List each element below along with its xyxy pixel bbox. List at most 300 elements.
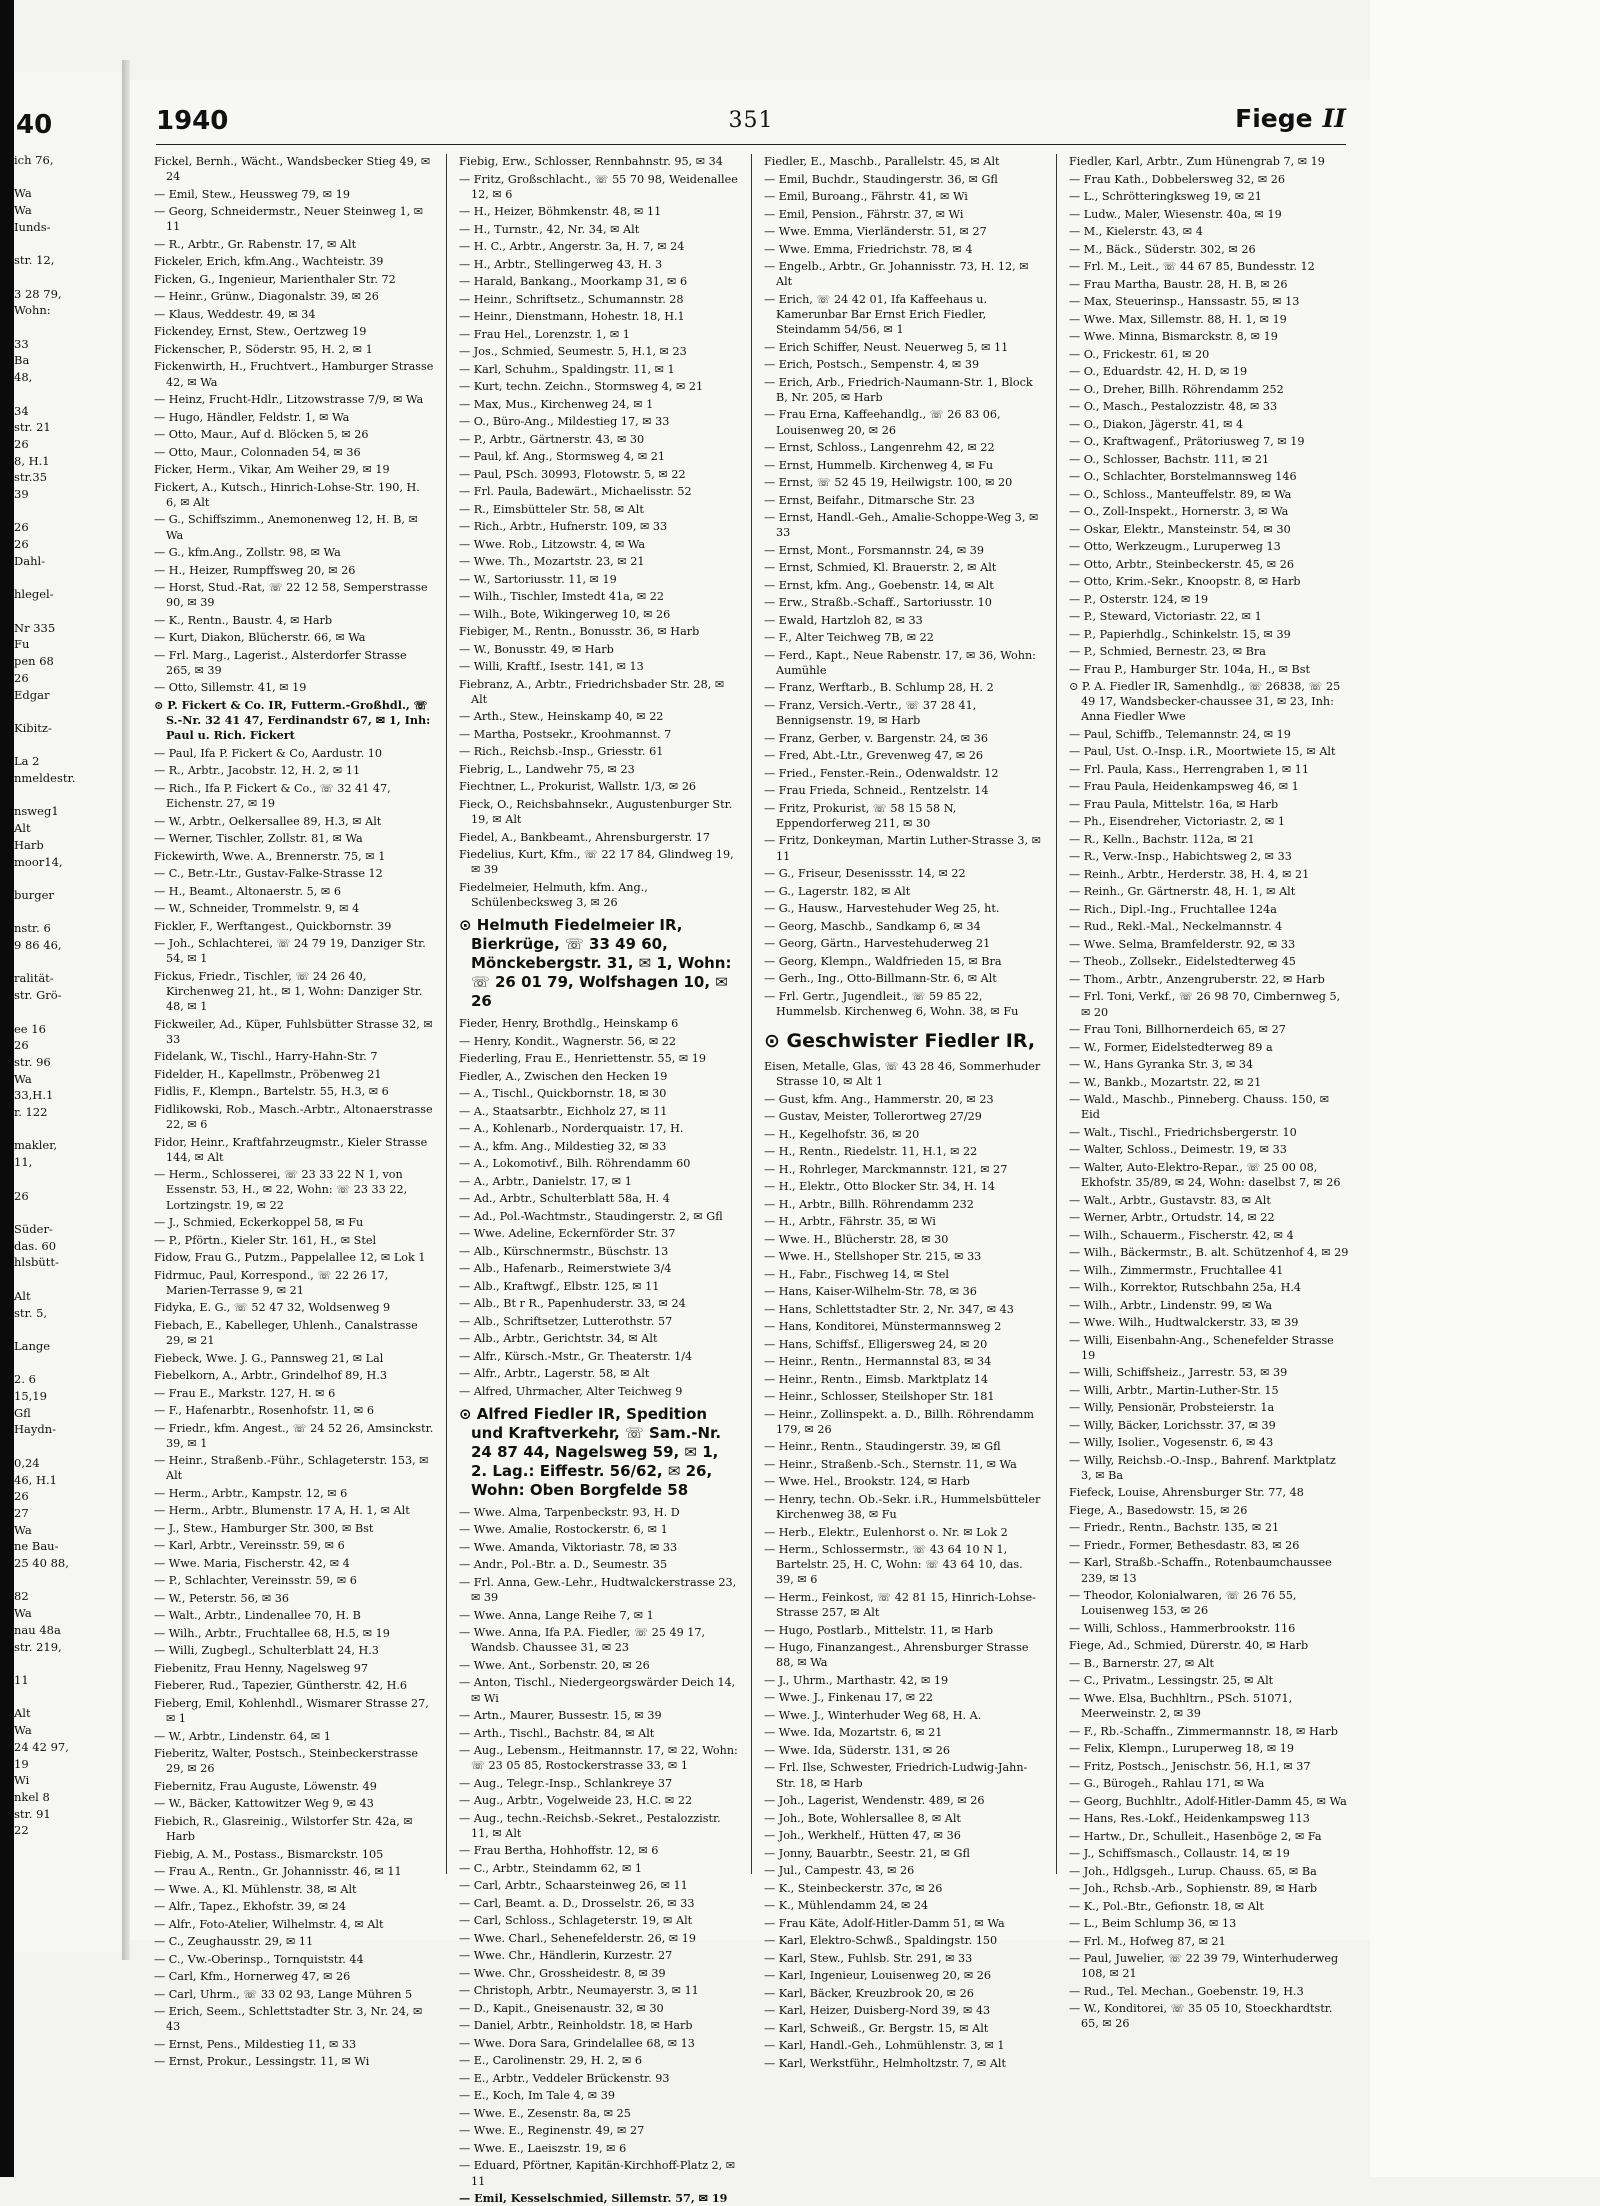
directory-entry: Fieberg, Emil, Kohlenhdl., Wismarer Strasse 27, ✉ 1 bbox=[154, 1696, 429, 1726]
directory-entry: — Joh., Hdlgsgeh., Lurup. Chauss. 65, ✉ Ba bbox=[1069, 1864, 1317, 1878]
directory-entry: — Wwe. H., Stellshoper Str. 215, ✉ 33 bbox=[764, 1250, 982, 1264]
fragment-line: 26 bbox=[14, 1038, 29, 1053]
directory-entry: — Wwe. Chr., Grossheidestr. 8, ✉ 39 bbox=[459, 1966, 666, 1980]
directory-entry: — Ludw., Maler, Wiesenstr. 40a, ✉ 19 bbox=[1069, 207, 1282, 221]
directory-entry: — Wwe. Anna, Lange Reihe 7, ✉ 1 bbox=[459, 1608, 654, 1622]
directory-entry: — H., Heizer, Böhmkenstr. 48, ✉ 11 bbox=[459, 205, 662, 219]
fragment-line: 26 bbox=[14, 1188, 29, 1203]
directory-entry: — Theob., Zollsekr., Eidelstedterweg 45 bbox=[1069, 955, 1296, 969]
directory-entry: — R., Verw.-Insp., Habichtsweg 2, ✉ 33 bbox=[1069, 850, 1292, 864]
fragment-line: Kibitz- bbox=[14, 720, 52, 735]
directory-entry: — Frau Käte, Adolf-Hitler-Damm 51, ✉ Wa bbox=[764, 1916, 1005, 1930]
directory-entry: — Paul, Schiffb., Telemannstr. 24, ✉ 19 bbox=[1069, 727, 1291, 741]
directory-entry: Fidelder, H., Kapellmstr., Pröbenweg 21 bbox=[154, 1067, 382, 1081]
directory-entry: — Daniel, Arbtr., Reinholdstr. 18, ✉ Harb bbox=[459, 2019, 693, 2033]
directory-entry: — Martha, Postsekr., Kroohmannst. 7 bbox=[459, 727, 672, 741]
directory-entry: — Willy, Isolier., Vogesenstr. 6, ✉ 43 bbox=[1069, 1436, 1274, 1450]
fragment-line: Lange bbox=[14, 1338, 51, 1353]
directory-entry: — Heinr., Rentn., Hermannstal 83, ✉ 34 bbox=[764, 1355, 992, 1369]
directory-entry: — Wwe. Dora Sara, Grindelallee 68, ✉ 13 bbox=[459, 2036, 695, 2050]
directory-entry: — Wilh., Tischler, Imstedt 41a, ✉ 22 bbox=[459, 590, 665, 604]
fragment-line: 2. 6 bbox=[14, 1372, 36, 1387]
directory-entry: — Wilh., Schauerm., Fischerstr. 42, ✉ 4 bbox=[1069, 1228, 1294, 1242]
directory-entry: — C., Betr.-Ltr., Gustav-Falke-Strasse 12 bbox=[154, 867, 383, 881]
directory-entry: — Fritz, Donkeyman, Martin Luther-Strasse 3, ✉ 11 bbox=[764, 834, 1041, 863]
fragment-line: Edgar bbox=[14, 687, 50, 702]
directory-entry: — Frau P., Hamburger Str. 104a, H., ✉ Bst bbox=[1069, 662, 1310, 676]
directory-entry: — Willy, Reichsb.-O.-Insp., Bahrenf. Marktplatz 3, ✉ Ba bbox=[1069, 1453, 1336, 1482]
directory-entry: — Fried., Fenster.-Rein., Odenwaldstr. 12 bbox=[764, 766, 999, 780]
fragment-line: Alt bbox=[14, 1706, 31, 1721]
fragment-line: 26 bbox=[14, 670, 29, 685]
directory-entry: — Paul, Juwelier, ☏ 22 39 79, Winterhuderweg 108, ✉ 21 bbox=[1069, 1952, 1339, 1981]
fragment-line bbox=[14, 703, 122, 720]
fragment-line bbox=[14, 1121, 122, 1138]
directory-entry: — Reinh., Gr. Gärtnerstr. 48, H. 1, ✉ Alt bbox=[1069, 885, 1296, 899]
directory-entry: — Walt., Tischl., Friedrichsbergerstr. 10 bbox=[1069, 1125, 1297, 1139]
directory-entry: — G., Schiffszimm., Anemonenweg 12, H. B, ✉ Wa bbox=[154, 513, 418, 542]
directory-entry: — W., Schneider, Trommelstr. 9, ✉ 4 bbox=[154, 902, 360, 916]
fragment-line: ralität- bbox=[14, 971, 54, 986]
fragment-line: nau 48a bbox=[14, 1622, 61, 1637]
directory-entry: — Jul., Campestr. 43, ✉ 26 bbox=[764, 1864, 915, 1878]
directory-entry: — Wwe. H., Blücherstr. 28, ✉ 30 bbox=[764, 1232, 949, 1246]
fragment-line: 9 86 46, bbox=[14, 938, 62, 953]
directory-entry: — Wwe. Amalie, Rostockerstr. 6, ✉ 1 bbox=[459, 1523, 668, 1537]
directory-entry: — Carl, Kfm., Hornerweg 47, ✉ 26 bbox=[154, 1970, 351, 1984]
directory-entry: — Rich., Dipl.-Ing., Fruchtallee 124a bbox=[1069, 902, 1277, 916]
directory-entry: — R., Arbtr., Jacobstr. 12, H. 2, ✉ 11 bbox=[154, 764, 361, 778]
directory-entry: — Frau Frieda, Schneid., Rentzelstr. 14 bbox=[764, 784, 989, 798]
directory-entry: — Werner, Arbtr., Ortudstr. 14, ✉ 22 bbox=[1069, 1211, 1275, 1225]
directory-entry: — Reinh., Arbtr., Herderstr. 38, H. 4, ✉ 21 bbox=[1069, 867, 1310, 881]
directory-entry: — Engelb., Arbtr., Gr. Johannisstr. 73, H. 12, ✉ Alt bbox=[764, 260, 1029, 289]
directory-entry: — Joh., Schlachterei, ☏ 24 79 19, Danziger Str. 54, ✉ 1 bbox=[154, 937, 426, 966]
column-divider bbox=[1056, 154, 1057, 1874]
directory-entry: — Rud., Rekl.-Mal., Neckelmannstr. 4 bbox=[1069, 920, 1283, 934]
directory-entry: — Georg, Buchhltr., Adolf-Hitler-Damm 45, ✉ Wa bbox=[1069, 1794, 1347, 1808]
directory-entry: — H., Rohrleger, Marckmannstr. 121, ✉ 27 bbox=[764, 1162, 1008, 1176]
fragment-line bbox=[14, 169, 122, 186]
directory-entry: — Christoph, Arbtr., Neumayerstr. 3, ✉ 11 bbox=[459, 1984, 699, 1998]
directory-entry: — Paul, Ifa P. Fickert & Co, Aardustr. 10 bbox=[154, 746, 382, 760]
fragment-line: str. 5, bbox=[14, 1305, 48, 1320]
fragment-line: Wa bbox=[14, 1522, 32, 1537]
directory-entry: — Theodor, Kolonialwaren, ☏ 26 76 55, Louisenweg 153, ✉ 26 bbox=[1069, 1589, 1297, 1618]
fragment-line: 8, H.1 bbox=[14, 453, 50, 468]
directory-entry: — P., Steward, Victoriastr. 22, ✉ 1 bbox=[1069, 610, 1262, 623]
directory-entry: — O., Dreher, Billh. Röhrendamm 252 bbox=[1069, 382, 1284, 396]
directory-entry: Fidor, Heinr., Kraftfahrzeugmstr., Kieler Strasse 144, ✉ Alt bbox=[154, 1135, 428, 1164]
directory-entry: — Emil, Buroang., Fährstr. 41, ✉ Wi bbox=[764, 190, 968, 203]
directory-entry: — Alb., Kürschnermstr., Büschstr. 13 bbox=[459, 1244, 669, 1258]
directory-entry: — Wilh., Bäckermstr., B. alt. Schützenhof 4, ✉ 29 bbox=[1069, 1246, 1349, 1260]
directory-entry: Ficker, Herm., Vikar, Am Weiher 29, ✉ 19 bbox=[154, 463, 390, 477]
directory-entry: — Aug., Arbtr., Vogelweide 23, H.C. ✉ 22 bbox=[459, 1794, 693, 1808]
directory-entry: — O., Frickestr. 61, ✉ 20 bbox=[1069, 347, 1210, 361]
directory-entry: — Wwe. Elsa, Buchhltrn., PSch. 51071, Meerweinstr. 2, ✉ 39 bbox=[1069, 1691, 1293, 1721]
directory-entry: — Wwe. Ida, Mozartstr. 6, ✉ 21 bbox=[764, 1726, 943, 1740]
directory-entry: — Alb., Bt r R., Papenhuderstr. 33, ✉ 24 bbox=[459, 1297, 686, 1311]
directory-entry: — Wwe. Adeline, Eckernförder Str. 37 bbox=[459, 1227, 676, 1241]
directory-entry: Eisen, Metalle, Glas, ☏ 43 28 46, Sommerhuder Strasse 10, ✉ Alt 1 bbox=[764, 1059, 1041, 1089]
fragment-line bbox=[14, 1438, 122, 1455]
directory-entry: — Artn., Maurer, Bussestr. 15, ✉ 39 bbox=[459, 1709, 662, 1723]
directory-entry: — Walt., Arbtr., Lindenallee 70, H. B bbox=[154, 1609, 361, 1623]
fragment-line: Alt bbox=[14, 1288, 31, 1303]
directory-entry: — Ernst, Prokur., Lessingstr. 11, ✉ Wi bbox=[154, 2055, 370, 2069]
directory-entry: — Heinz, Frucht-Hdlr., Litzowstrasse 7/9, ✉ Wa bbox=[154, 393, 424, 407]
directory-entry: — Carl, Schloss., Schlageterstr. 19, ✉ Alt bbox=[459, 1914, 693, 1928]
directory-entry: — O., Schlachter, Borstelmannsweg 146 bbox=[1069, 470, 1297, 483]
directory-entry: — Aug., Telegr.-Insp., Schlankreye 37 bbox=[459, 1776, 673, 1790]
fragment-line bbox=[14, 386, 122, 403]
directory-entry: — Hans, Konditorei, Münstermannsweg 2 bbox=[764, 1320, 1002, 1334]
directory-entry: Fickeler, Erich, kfm.Ang., Wachteistr. 39 bbox=[154, 255, 384, 269]
directory-entry: Fidlis, F., Klempn., Bartelstr. 55, H.3, ✉ 6 bbox=[154, 1085, 389, 1099]
directory-entry: Fiebenitz, Frau Henny, Nagelsweg 97 bbox=[154, 1661, 369, 1675]
directory-entry: Fieberer, Rud., Tapezier, Güntherstr. 42, H.6 bbox=[154, 1679, 408, 1693]
fragment-line: ee 16 bbox=[14, 1021, 46, 1036]
directory-entry: — L., Schrötteringksweg 19, ✉ 21 bbox=[1069, 190, 1262, 203]
directory-entry: — Joh., Lagerist, Wendenstr. 489, ✉ 26 bbox=[764, 1794, 985, 1808]
fragment-line: pen 68 bbox=[14, 654, 54, 669]
directory-entry: — Ad., Pol.-Wachtmstr., Staudingerstr. 2, ✉ Gfl bbox=[459, 1209, 723, 1223]
directory-entry: — C., Arbtr., Steindamm 62, ✉ 1 bbox=[459, 1861, 643, 1875]
directory-entry: — Arth., Stew., Heinskamp 40, ✉ 22 bbox=[459, 710, 664, 724]
directory-entry: — G., Bürogeh., Rahlau 171, ✉ Wa bbox=[1069, 1777, 1265, 1791]
directory-entry: — Fritz, Prokurist, ☏ 58 15 58 N, Eppendorferweg 211, ✉ 30 bbox=[764, 801, 957, 830]
fragment-line bbox=[14, 1204, 122, 1221]
directory-entry: — O., Masch., Pestalozzistr. 48, ✉ 33 bbox=[1069, 400, 1278, 413]
directory-entry: — Heinr., Rentn., Staudingerstr. 39, ✉ Gfl bbox=[764, 1440, 1001, 1454]
directory-entry: — W., Former, Eidelstedterweg 89 a bbox=[1069, 1040, 1273, 1054]
fragment-line: 22 bbox=[14, 1823, 29, 1838]
directory-entry: — Otto, Arbtr., Steinbeckerstr. 45, ✉ 26 bbox=[1069, 557, 1294, 571]
directory-entry: — D., Kapit., Gneisenaustr. 32, ✉ 30 bbox=[459, 2001, 664, 2015]
directory-entry: — Carl, Beamt. a. D., Drosselstr. 26, ✉ 33 bbox=[459, 1896, 695, 1910]
directory-entry: — M., Bäck., Süderstr. 302, ✉ 26 bbox=[1069, 242, 1256, 256]
directory-entry: — Max, Steuerinsp., Hanssastr. 55, ✉ 13 bbox=[1069, 295, 1300, 308]
page-number: 351 bbox=[728, 108, 774, 133]
directory-entry: — Karl, Stew., Fuhlsb. Str. 291, ✉ 33 bbox=[764, 1951, 973, 1965]
directory-entry: — A., Staatsarbtr., Eichholz 27, ✉ 11 bbox=[459, 1104, 668, 1118]
directory-entry: — Wwe. Ida, Süderstr. 131, ✉ 26 bbox=[764, 1743, 951, 1757]
fragment-line: hlsbütt- bbox=[14, 1255, 59, 1270]
directory-entry: — K., Steinbeckerstr. 37c, ✉ 26 bbox=[764, 1881, 943, 1895]
column-divider bbox=[751, 154, 752, 1874]
directory-entry: — Ernst, ☏ 52 45 19, Heilwigstr. 100, ✉ 20 bbox=[764, 476, 1013, 490]
directory-entry: — Karl, Elektro-Schwß., Spaldingstr. 150 bbox=[764, 1934, 998, 1948]
directory-entry: — Walter, Schloss., Deimestr. 19, ✉ 33 bbox=[1069, 1143, 1287, 1157]
directory-entry: — Carl, Uhrm., ☏ 33 02 93, Lange Mühren 5 bbox=[154, 1987, 413, 2001]
directory-entry: — Walt., Arbtr., Gustavstr. 83, ✉ Alt bbox=[1069, 1193, 1271, 1207]
directory-entry: — Henry, Kondit., Wagnerstr. 56, ✉ 22 bbox=[459, 1034, 677, 1048]
directory-entry: — Wwe. E., Zesenstr. 8a, ✉ 25 bbox=[459, 2106, 631, 2120]
directory-entry: — O., Eduardstr. 42, H. D, ✉ 19 bbox=[1069, 365, 1248, 378]
directory-entry: — Alfr., Tapez., Ekhofstr. 39, ✉ 24 bbox=[154, 1900, 346, 1914]
directory-entry: — Erich, Postsch., Sempenstr. 4, ✉ 39 bbox=[764, 358, 980, 372]
directory-entry: — Wwe. Max, Sillemstr. 88, H. 1, ✉ 19 bbox=[1069, 312, 1287, 326]
fragment-line bbox=[14, 319, 122, 336]
directory-entry: — Emil, Kesselschmied, Sillemstr. 57, ✉ 19 bbox=[459, 2191, 728, 2206]
directory-entry: Fiebich, R., Glasreinig., Wilstorfer Str. 42a, ✉ Harb bbox=[154, 1814, 413, 1844]
directory-entry: — Jos., Schmied, Seumestr. 5, H.1, ✉ 23 bbox=[459, 345, 687, 359]
directory-entry: Fiebach, E., Kabelleger, Uhlenh., Canalstrasse 29, ✉ 21 bbox=[154, 1318, 418, 1348]
directory-entry: — Wwe. Alma, Tarpenbeckstr. 93, H. D bbox=[459, 1505, 680, 1519]
directory-entry: Fiedler, A., Zwischen den Hecken 19 bbox=[459, 1069, 668, 1083]
directory-entry: — J., Schiffsmasch., Collaustr. 14, ✉ 19 bbox=[1069, 1847, 1290, 1861]
directory-entry: Fickewirth, Wwe. A., Brennerstr. 75, ✉ 1 bbox=[154, 849, 386, 863]
fragment-line: 46, H.1 bbox=[14, 1472, 57, 1487]
fragment-line: 0,24 bbox=[14, 1455, 40, 1470]
directory-entry: — Wwe. Emma, Friedrichstr. 78, ✉ 4 bbox=[764, 242, 973, 256]
directory-entry: Fidrmuc, Paul, Korrespond., ☏ 22 26 17, Marien-Terrasse 9, ✉ 21 bbox=[154, 1268, 389, 1297]
page-year: 1940 bbox=[156, 106, 229, 136]
directory-entry: — H., Turnstr., 42, Nr. 34, ✉ Alt bbox=[459, 222, 640, 236]
directory-entry: — Gust, kfm. Ang., Hammerstr. 20, ✉ 23 bbox=[764, 1092, 994, 1106]
directory-entry: — Otto, Werkzeugm., Luruperweg 13 bbox=[1069, 540, 1281, 553]
directory-entry: — Hans, Schiffsf., Elligersweg 24, ✉ 20 bbox=[764, 1337, 988, 1351]
directory-entry: — Karl, Schuhm., Spaldingstr. 11, ✉ 1 bbox=[459, 362, 675, 376]
advertisement-entry: ⊙ Helmuth Fiedelmeier IR, Bierkrüge, ☏ 33 49 60, Mönckebergstr. 31, ✉ 1, Wohn: ☏ 26 01 79, Wolfshagen 10, ✉ 26 bbox=[459, 916, 732, 1011]
directory-entry: — Herb., Elektr., Eulenhorst o. Nr. ✉ Lok 2 bbox=[764, 1525, 1008, 1539]
directory-entry: — Hans, Res.-Lokf., Heidenkampsweg 113 bbox=[1069, 1812, 1310, 1826]
directory-entry: — W., Sartoriusstr. 11, ✉ 19 bbox=[459, 572, 617, 586]
directory-column-4 bbox=[1069, 154, 1349, 2031]
directory-entry: — Walter, Auto-Elektro-Repar., ☏ 25 00 08, Ekhofstr. 35/89, ✉ 24, Wohn: daselbst 7, ✉ 26 bbox=[1069, 1160, 1341, 1190]
fragment-line: Wa bbox=[14, 1606, 32, 1621]
fragment-line: Wi bbox=[14, 1773, 30, 1788]
fragment-line: 33,H.1 bbox=[14, 1088, 54, 1103]
directory-entry: — Werner, Tischler, Zollstr. 81, ✉ Wa bbox=[154, 832, 363, 846]
fragment-line bbox=[14, 1004, 122, 1021]
directory-entry: — H., Beamt., Altonaerstr. 5, ✉ 6 bbox=[154, 884, 341, 898]
directory-entry: — F., Rb.-Schaffn., Zimmermannstr. 18, ✉ Harb bbox=[1069, 1724, 1338, 1738]
fragment-line: Haydn- bbox=[14, 1422, 57, 1437]
directory-entry: — H., Elektr., Otto Blocker Str. 34, H. 14 bbox=[764, 1180, 995, 1194]
directory-entry: — Ewald, Hartzloh 82, ✉ 33 bbox=[764, 613, 923, 627]
directory-entry: — Willi, Schloss., Hammerbrookstr. 116 bbox=[1069, 1621, 1296, 1635]
directory-entry: — Georg, Klempn., Waldfrieden 15, ✉ Bra bbox=[764, 954, 1002, 968]
directory-entry: — Frl. Anna, Gew.-Lehr., Hudtwalckerstrasse 23, ✉ 39 bbox=[459, 1575, 737, 1605]
directory-entry: — Alfr., Foto-Atelier, Wilhelmstr. 4, ✉ Alt bbox=[154, 1917, 384, 1931]
directory-entry: Ficken, G., Ingenieur, Marienthaler Str. 72 bbox=[154, 272, 396, 286]
fragment-line bbox=[14, 954, 122, 971]
fragment-line: 11 bbox=[14, 1672, 29, 1687]
directory-entry: — H., Rentn., Riedelstr. 11, H.1, ✉ 22 bbox=[764, 1145, 978, 1159]
directory-entry: — Karl, Bäcker, Kreuzbrook 20, ✉ 26 bbox=[764, 1986, 974, 2000]
directory-entry: — Ernst, Schmied, Kl. Brauerstr. 2, ✉ Alt bbox=[764, 561, 997, 575]
directory-entry: — Frau Martha, Baustr. 28, H. B, ✉ 26 bbox=[1069, 277, 1288, 291]
directory-entry: — Thom., Arbtr., Anzengruberstr. 22, ✉ Harb bbox=[1069, 972, 1325, 986]
directory-entry: — W., Peterstr. 56, ✉ 36 bbox=[154, 1591, 290, 1605]
fragment-line bbox=[14, 870, 122, 887]
fragment-line: Wa bbox=[14, 1071, 32, 1086]
directory-entry: — A., Tischl., Quickbornstr. 18, ✉ 30 bbox=[459, 1087, 667, 1101]
fragment-line: ich 76, bbox=[14, 153, 54, 167]
scan-background bbox=[1370, 0, 1600, 2177]
directory-entry: — Erw., Straßb.-Schaff., Sartoriusstr. 10 bbox=[764, 596, 992, 610]
directory-entry: — O., Zoll-Inspekt., Hornerstr. 3, ✉ Wa bbox=[1069, 505, 1289, 518]
directory-entry: — W., Arbtr., Oelkersallee 89, H.3, ✉ Alt bbox=[154, 814, 382, 828]
directory-entry: — Rud., Tel. Mechan., Goebenstr. 19, H.3 bbox=[1069, 1984, 1304, 1998]
fragment-line: burger bbox=[14, 887, 54, 902]
directory-entry: Fiebig, Erw., Schlosser, Rennbahnstr. 95, ✉ 34 bbox=[459, 155, 723, 168]
directory-entry: — Willi, Eisenbahn-Ang., Schenefelder Strasse 19 bbox=[1069, 1333, 1334, 1362]
fragment-line: 48, bbox=[14, 370, 33, 385]
fragment-line: Harb bbox=[14, 837, 44, 852]
directory-entry: — Alfr., Arbtr., Lagerstr. 58, ✉ Alt bbox=[459, 1367, 650, 1381]
directory-entry: — A., kfm. Ang., Mildestieg 32, ✉ 33 bbox=[459, 1139, 667, 1153]
directory-entry: — W., Bonusstr. 49, ✉ Harb bbox=[459, 642, 614, 656]
directory-entry: — Karl, Arbtr., Vereinsstr. 59, ✉ 6 bbox=[154, 1539, 345, 1553]
directory-entry: — Alb., Kraftwgf., Elbstr. 125, ✉ 11 bbox=[459, 1279, 660, 1293]
directory-entry: — O., Schloss., Manteuffelstr. 89, ✉ Wa bbox=[1069, 487, 1292, 501]
fragment-line: das. 60 bbox=[14, 1238, 57, 1253]
directory-entry: Fidelank, W., Tischl., Harry-Hahn-Str. 7 bbox=[154, 1050, 378, 1064]
directory-entry: — Franz, Versich.-Vertr., ☏ 37 28 41, Bennigsenstr. 19, ✉ Harb bbox=[764, 698, 977, 728]
directory-entry: — Frl. Gertr., Jugendleit., ☏ 59 85 22, Hummelsb. Kirchenweg 6, Wohn. 38, ✉ Fu bbox=[764, 989, 1019, 1018]
directory-entry: — Heinr., Dienstmann, Hohestr. 18, H.1 bbox=[459, 310, 685, 324]
directory-entry: — Wwe. J., Winterhuder Weg 68, H. A. bbox=[764, 1708, 982, 1722]
directory-entry: — Erich, Seem., Schlettstadter Str. 3, Nr. 24, ✉ 43 bbox=[154, 2005, 423, 2034]
directory-entry: — Ernst, Beifahr., Ditmarsche Str. 23 bbox=[764, 493, 975, 507]
directory-entry: — Ernst, Schloss., Langenrehm 42, ✉ 22 bbox=[764, 441, 995, 455]
directory-entry: — O., Schlosser, Bachstr. 111, ✉ 21 bbox=[1069, 452, 1270, 466]
directory-entry: — Otto, Maur., Auf d. Blöcken 5, ✉ 26 bbox=[154, 428, 369, 442]
column-divider bbox=[446, 154, 447, 1874]
directory-entry: — Heinr., Straßenb.-Sch., Sternstr. 11, ✉ Wa bbox=[764, 1457, 1017, 1471]
directory-entry: — Carl, Arbtr., Schaarsteinweg 26, ✉ 11 bbox=[459, 1879, 688, 1893]
directory-entry: — Frau E., Markstr. 127, H. ✉ 6 bbox=[154, 1386, 336, 1400]
directory-entry: — Jonny, Bauarbtr., Seestr. 21, ✉ Gfl bbox=[764, 1846, 970, 1860]
directory-column-1 bbox=[154, 154, 434, 2069]
directory-entry: ⊙ P. Fickert & Co. IR, Futterm.-Großhdl., ☏ S.-Nr. 32 41 47, Ferdinandstr 67, ✉ 1, Inh: Paul u. Rich. Fickert bbox=[154, 697, 431, 743]
directory-entry: — Wwe. Charl., Sehenefelderstr. 26, ✉ 19 bbox=[459, 1931, 696, 1945]
directory-entry: — Alb., Arbtr., Gerichtstr. 34, ✉ Alt bbox=[459, 1332, 658, 1346]
directory-entry: — Frau Kath., Dobbelersweg 32, ✉ 26 bbox=[1069, 172, 1286, 186]
directory-entry: — Wwe. E., Laeiszstr. 19, ✉ 6 bbox=[459, 2141, 627, 2155]
left-page-fragment bbox=[14, 72, 122, 1952]
directory-entry: — Ferd., Kapt., Neue Rabenstr. 17, ✉ 36, Wohn: Aumühle bbox=[764, 648, 1036, 677]
directory-entry: — Erich, Arb., Friedrich-Naumann-Str. 1, Block B, Nr. 205, ✉ Harb bbox=[764, 375, 1033, 404]
directory-entry: — Fritz, Großschlacht., ☏ 55 70 98, Weidenallee 12, ✉ 6 bbox=[459, 172, 738, 201]
directory-entry: — Frl. Ilse, Schwester, Friedrich-Ludwig-Jahn-Str. 18, ✉ Harb bbox=[764, 1761, 1028, 1790]
fragment-line: 26 bbox=[14, 520, 29, 535]
directory-entry: — E., Carolinenstr. 29, H. 2, ✉ 6 bbox=[459, 2054, 643, 2068]
directory-entry: Fidyka, E. G., ☏ 52 47 32, Woldsenweg 9 bbox=[154, 1301, 391, 1315]
fragment-line: makler, bbox=[14, 1138, 58, 1153]
fragment-line: 11, bbox=[14, 1155, 33, 1170]
directory-entry: — Frau Hel., Lorenzstr. 1, ✉ 1 bbox=[459, 327, 630, 341]
fragment-line: str. 96 bbox=[14, 1054, 51, 1069]
directory-entry: — Willi, Kraftf., Isestr. 141, ✉ 13 bbox=[459, 660, 644, 674]
directory-entry: Fieder, Henry, Brothdlg., Heinskamp 6 bbox=[459, 1017, 679, 1031]
fragment-line: str. 21 bbox=[14, 420, 51, 435]
directory-entry: Fiebrig, L., Landwehr 75, ✉ 23 bbox=[459, 762, 635, 776]
directory-entry: — Wwe. Hel., Brookstr. 124, ✉ Harb bbox=[764, 1475, 970, 1489]
directory-entry: — J., Uhrm., Marthastr. 42, ✉ 19 bbox=[764, 1673, 949, 1687]
directory-column-2 bbox=[459, 154, 739, 2206]
directory-entry: ⊙ P. A. Fiedler IR, Samenhdlg., ☏ 26838, ☏ 25 49 17, Wandsbecker-chaussee 31, ✉ 23, Inh: Anna Fiedler Wwe bbox=[1069, 680, 1341, 724]
directory-entry: — Frl. Paula, Badewärt., Michaelisstr. 52 bbox=[459, 485, 692, 499]
directory-entry: — Wwe. Rob., Litzowstr. 4, ✉ Wa bbox=[459, 537, 646, 551]
directory-entry: — Franz, Gerber, v. Bargenstr. 24, ✉ 36 bbox=[764, 731, 988, 745]
directory-entry: — Joh., Werkhelf., Hütten 47, ✉ 36 bbox=[764, 1829, 961, 1843]
directory-entry: — Hugo, Postlarb., Mittelstr. 11, ✉ Harb bbox=[764, 1623, 994, 1637]
directory-entry: Fickus, Friedr., Tischler, ☏ 24 26 40, Kirchenweg 21, ht., ✉ 1, Wohn: Danziger Str. 48, ✉ 1 bbox=[154, 969, 423, 1014]
directory-entry: — P., Pförtn., Kieler Str. 161, H., ✉ Stel bbox=[154, 1233, 377, 1247]
directory-entry: — Willi, Arbtr., Martin-Luther-Str. 15 bbox=[1069, 1383, 1279, 1397]
directory-entry: — Wwe. Ant., Sorbenstr. 20, ✉ 26 bbox=[459, 1658, 650, 1672]
directory-entry: — Anton, Tischl., Niedergeorgswärder Deich 14, ✉ Wi bbox=[459, 1676, 736, 1705]
fragment-line: Dahl- bbox=[14, 553, 46, 568]
directory-entry: — Friedr., Rentn., Bachstr. 135, ✉ 21 bbox=[1069, 1521, 1280, 1535]
directory-entry: — Henry, techn. Ob.-Sekr. i.R., Hummelsbütteler Kirchenweg 38, ✉ Fu bbox=[764, 1492, 1041, 1522]
running-head-name: Fiege bbox=[1235, 104, 1313, 133]
directory-entry: — Frl. M., Hofweg 87, ✉ 21 bbox=[1069, 1934, 1226, 1948]
directory-entry: — Karl, Straßb.-Schaffn., Rotenbaumchaussee 239, ✉ 13 bbox=[1069, 1556, 1332, 1585]
directory-entry: — R., Arbtr., Gr. Rabenstr. 17, ✉ Alt bbox=[154, 237, 357, 251]
directory-entry: — G., Hausw., Harvestehuder Weg 25, ht. bbox=[764, 902, 1000, 916]
directory-entry: Fiefeck, Louise, Ahrensburger Str. 77, 48 bbox=[1069, 1486, 1304, 1500]
directory-entry: — Hans, Schlettstadter Str. 2, Nr. 347, ✉ 43 bbox=[764, 1302, 1014, 1316]
directory-entry: — Willi, Zugbegl., Schulterblatt 24, H.3 bbox=[154, 1644, 379, 1658]
fragment-line bbox=[14, 1572, 122, 1589]
directory-entry: — Frau Erna, Kaffeehandlg., ☏ 26 83 06, Louisenweg 20, ✉ 26 bbox=[764, 408, 1001, 437]
directory-entry: — P., Schlachter, Vereinsstr. 59, ✉ 6 bbox=[154, 1574, 357, 1588]
directory-entry: — P., Papierhdlg., Schinkelstr. 15, ✉ 39 bbox=[1069, 627, 1291, 641]
fragment-line: 15,19 bbox=[14, 1389, 47, 1404]
advertisement-entry: ⊙ Alfred Fiedler IR, Spedition und Kraftverkehr, ☏ Sam.-Nr. 24 87 44, Nagelsweg 59, ✉ 1, 2. Lag.: Eiffestr. 56/62, ✉ 26, Wohn: Oben Borgfelde 58 bbox=[459, 1404, 722, 1499]
directory-entry: — Arth., Tischl., Bachstr. 84, ✉ Alt bbox=[459, 1726, 655, 1740]
directory-entry: — Wwe. A., Kl. Mühlenstr. 38, ✉ Alt bbox=[154, 1882, 357, 1896]
directory-entry: — Kurt, Diakon, Blücherstr. 66, ✉ Wa bbox=[154, 631, 366, 645]
page-gutter bbox=[122, 60, 130, 1960]
directory-entry: — Frau Paula, Mittelstr. 16a, ✉ Harb bbox=[1069, 797, 1279, 811]
fragment-line bbox=[14, 570, 122, 587]
directory-entry: — W., Bankb., Mozartstr. 22, ✉ 21 bbox=[1069, 1075, 1262, 1089]
directory-entry: Fieck, O., Reichsbahnsekr., Augustenburger Str. 19, ✉ Alt bbox=[459, 797, 733, 827]
directory-entry: — Otto, Maur., Colonnaden 54, ✉ 36 bbox=[154, 445, 361, 459]
directory-entry: — E., Koch, Im Tale 4, ✉ 39 bbox=[459, 2089, 615, 2103]
fragment-line: str.35 bbox=[14, 470, 48, 485]
directory-entry: — Franz, Werftarb., B. Schlump 28, H. 2 bbox=[764, 681, 994, 695]
fragment-line: nmeldestr. bbox=[14, 771, 76, 786]
directory-entry: — Hugo, Händler, Feldstr. 1, ✉ Wa bbox=[154, 410, 350, 424]
directory-entry: — Joh., Rchsb.-Arb., Sophienstr. 89, ✉ Harb bbox=[1069, 1882, 1318, 1896]
directory-entry: — Alfr., Kürsch.-Mstr., Gr. Theaterstr. 1/4 bbox=[459, 1349, 693, 1363]
directory-entry: Fidow, Frau G., Putzm., Pappelallee 12, ✉ Lok 1 bbox=[154, 1251, 426, 1265]
directory-entry: — Rich., Arbtr., Hufnerstr. 109, ✉ 33 bbox=[459, 520, 668, 534]
directory-entry: — Max, Mus., Kirchenweg 24, ✉ 1 bbox=[459, 397, 654, 411]
fragment-line: hlegel- bbox=[14, 587, 54, 602]
directory-entry: Fickendey, Ernst, Stew., Oertzweg 19 bbox=[154, 325, 367, 339]
directory-entry: Fiedelmeier, Helmuth, kfm. Ang., Schülenbecksweg 3, ✉ 26 bbox=[459, 880, 648, 910]
directory-entry: Fickler, F., Werftangest., Quickbornstr. 39 bbox=[154, 919, 392, 933]
directory-entry: — Andr., Pol.-Btr. a. D., Seumestr. 35 bbox=[459, 1558, 668, 1572]
fragment-line bbox=[14, 503, 122, 520]
left-fragment-lines bbox=[14, 152, 122, 1839]
fragment-line: 24 42 97, bbox=[14, 1739, 69, 1754]
directory-entry: — Heinr., Rentn., Eimsb. Marktplatz 14 bbox=[764, 1372, 989, 1386]
directory-entry: — Klaus, Weddestr. 49, ✉ 34 bbox=[154, 307, 316, 321]
directory-entry: — Felix, Klempn., Luruperweg 18, ✉ 19 bbox=[1069, 1742, 1295, 1756]
fragment-line: Süder- bbox=[14, 1222, 53, 1236]
fragment-line: 27 bbox=[14, 1505, 29, 1520]
directory-entry: — A., Kohlenarb., Norderquaistr. 17, H. bbox=[459, 1122, 684, 1136]
